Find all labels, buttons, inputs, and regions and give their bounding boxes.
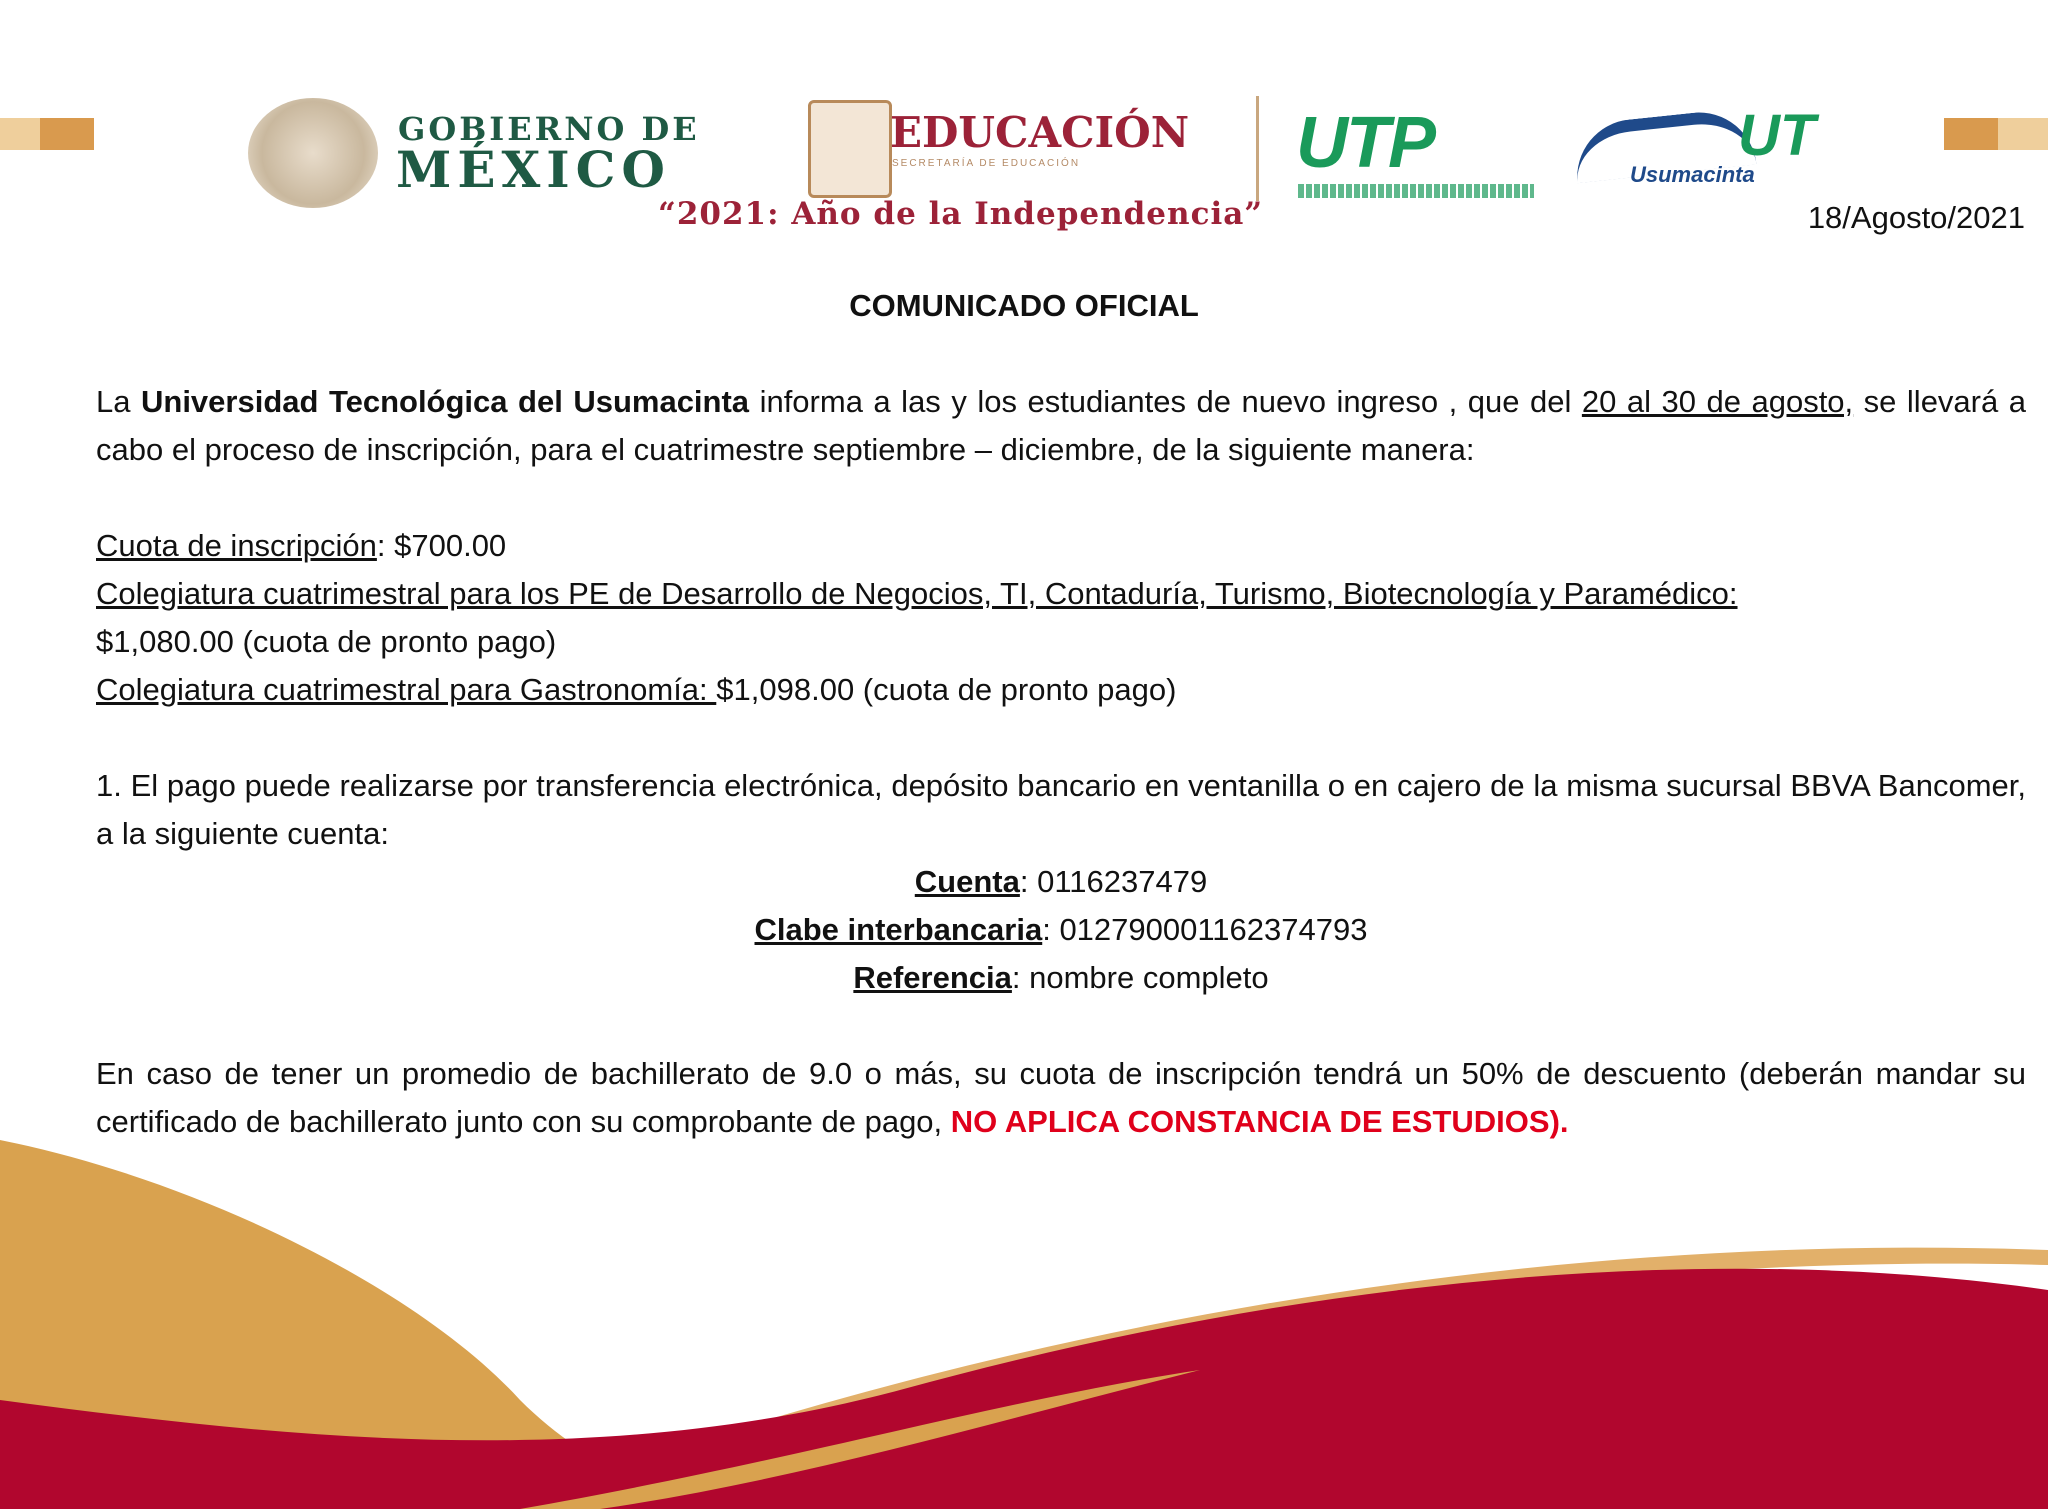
clabe-number xyxy=(96,906,2026,954)
fee-colegiatura-gastronomia-value: $1,098.00 (cuota de pronto pago) xyxy=(716,672,1177,707)
discount-paragraph xyxy=(96,1050,2026,1146)
payment-paragraph: 1. El pago puede realizarse por transferencia electrónica, depósito bancario en ventanilla o en cajero de la misma sucursal BBVA Bancomer, a la siguiente cuenta: xyxy=(96,768,2026,851)
intro-la: La xyxy=(96,384,131,419)
clabe-label: Clabe interbancaria xyxy=(754,912,1043,947)
account-value: : 0116237479 xyxy=(1019,864,1208,899)
clabe-value: : 012790001162374793 xyxy=(1042,912,1368,947)
intro-text-2: se llevará a cabo el proceso de inscripción, para el cuatrimestre septiembre – diciembre, de la siguiente manera: xyxy=(96,384,2026,467)
gobierno-logo-line1: GOBIERNO DE xyxy=(398,110,700,148)
fee-colegiatura-gastronomia-label: Colegiatura cuatrimestral para Gastronomía: xyxy=(96,672,717,707)
fee-colegiatura-general xyxy=(96,570,2026,666)
reference-value: : nombre completo xyxy=(1011,960,1269,995)
intro-paragraph xyxy=(96,378,2026,474)
year-motto: “2021: Año de la Independencia” xyxy=(658,196,1264,232)
right-decorative-bar xyxy=(1944,118,2048,150)
educacion-logo-subtitle: SECRETARÍA DE EDUCACIÓN xyxy=(892,158,1081,169)
fee-inscripcion xyxy=(96,522,2026,570)
ut-logo: UT xyxy=(1738,103,1816,168)
payment-reference xyxy=(96,954,2026,1002)
fee-colegiatura-general-value: $1,080.00 (cuota de pronto pago) xyxy=(96,624,557,659)
account-label: Cuenta xyxy=(914,864,1020,899)
logo-divider xyxy=(1256,96,1259,201)
fee-colegiatura-gastronomia xyxy=(96,666,2026,714)
mexico-seal-icon xyxy=(248,98,378,208)
tabasco-crest-icon xyxy=(808,100,892,198)
discount-warning: NO APLICA CONSTANCIA DE ESTUDIOS). xyxy=(950,1104,1569,1139)
utp-logo: UTP xyxy=(1296,103,1434,183)
university-name: Universidad Tecnológica del Usumacinta xyxy=(141,384,750,419)
document-date: 18/Agosto/2021 xyxy=(1807,200,2025,235)
footer-wave-decoration xyxy=(0,1140,2048,1509)
account-number xyxy=(96,858,2026,906)
left-decorative-bar xyxy=(0,118,94,150)
enrollment-dates: 20 al 30 de agosto, xyxy=(1581,384,1854,419)
document-body xyxy=(96,378,2026,1146)
ut-logo-subtitle: Usumacinta xyxy=(1630,162,1755,187)
intro-text-1: informa a las y los estudiantes de nuevo ingreso , que del xyxy=(759,384,1572,419)
educacion-logo: EDUCACIÓN xyxy=(890,108,1190,157)
discount-text: En caso de tener un promedio de bachillerato de 9.0 o más, su cuota de inscripción tendrá un 50% de descuento (deberán mandar su certificado de bachillerato junto con su comprobante de pago, xyxy=(96,1056,2026,1139)
fee-inscripcion-label: Cuota de inscripción xyxy=(96,528,377,563)
utp-logo-subtitle xyxy=(1298,184,1534,198)
fee-colegiatura-general-label: Colegiatura cuatrimestral para los PE de Desarrollo de Negocios, TI, Contaduría, Turismo, Biotecnología y Paramédico: xyxy=(96,576,1738,611)
gobierno-logo-line2: MÉXICO xyxy=(396,140,671,199)
fee-inscripcion-value: : $700.00 xyxy=(376,528,507,563)
document-title: COMUNICADO OFICIAL xyxy=(849,288,1199,323)
reference-label: Referencia xyxy=(853,960,1012,995)
